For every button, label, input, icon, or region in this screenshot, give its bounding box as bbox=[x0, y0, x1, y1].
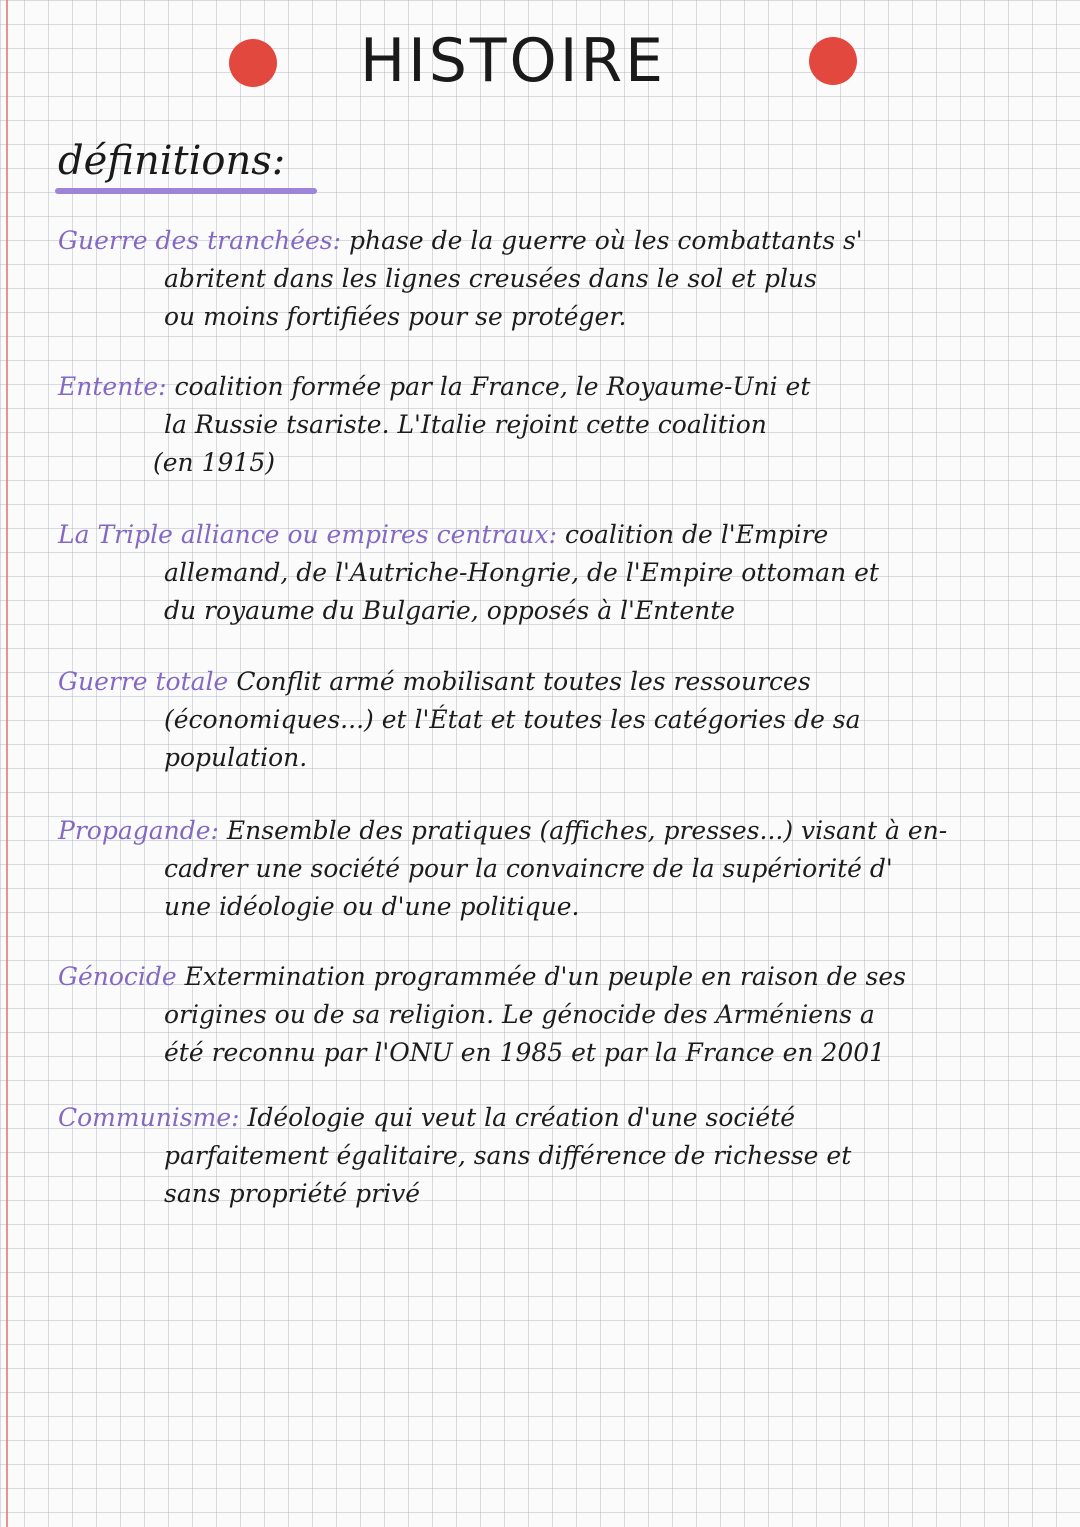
definition-text: été reconnu par l'ONU en 1985 et par la France en 2001 bbox=[164, 1038, 886, 1067]
section-heading: définitions: bbox=[58, 138, 286, 184]
definition-text: Idéologie qui veut la création d'une société bbox=[247, 1103, 796, 1132]
definition-text: coalition de l'Empire bbox=[564, 520, 829, 549]
definition-first-line bbox=[58, 368, 1048, 406]
definition-text: (en 1915) bbox=[153, 448, 275, 477]
definition-genocide bbox=[58, 958, 1048, 1072]
definition-first-line bbox=[58, 222, 1048, 260]
definition-communisme bbox=[58, 1099, 1048, 1213]
definition-text: (économiques...) et l'État et toutes les catégories de sa bbox=[164, 705, 861, 734]
definition-guerre-des-tranchees bbox=[58, 222, 1048, 336]
definition-entente bbox=[58, 368, 1048, 482]
definition-term: La Triple alliance ou empires centraux: bbox=[58, 520, 557, 549]
definition-text: du royaume du Bulgarie, opposés à l'Entente bbox=[164, 596, 736, 625]
definition-text: population. bbox=[164, 743, 308, 772]
definition-term: Génocide bbox=[58, 962, 177, 991]
definition-text: Conflit armé mobilisant toutes les ressources bbox=[236, 667, 811, 696]
definition-text: ou moins fortifiées pour se protéger. bbox=[164, 302, 627, 331]
definition-propagande bbox=[58, 812, 1048, 926]
definition-text: allemand, de l'Autriche-Hongrie, de l'Empire ottoman et bbox=[164, 558, 879, 587]
definition-first-line bbox=[58, 516, 1048, 554]
definition-term: Entente: bbox=[58, 372, 167, 401]
definition-text: abritent dans les lignes creusées dans le sol et plus bbox=[164, 264, 817, 293]
definition-first-line bbox=[58, 812, 1048, 850]
definition-text: coalition formée par la France, le Royaume-Uni et bbox=[174, 372, 811, 401]
definition-text: sans propriété privé bbox=[164, 1179, 421, 1208]
definition-text: origines ou de sa religion. Le génocide des Arméniens a bbox=[164, 1000, 875, 1029]
heading-highlight-underline bbox=[55, 188, 317, 194]
definition-text: phase de la guerre où les combattants s' bbox=[349, 226, 863, 255]
definition-text: parfaitement égalitaire, sans différence de richesse et bbox=[164, 1141, 852, 1170]
definition-text: la Russie tsariste. L'Italie rejoint cette coalition bbox=[164, 410, 767, 439]
definition-text: cadrer une société pour la convaincre de la supériorité d' bbox=[164, 854, 893, 883]
definition-text: Ensemble des pratiques (affiches, presses...) visant à en- bbox=[226, 816, 948, 845]
definition-first-line bbox=[58, 958, 1048, 996]
notebook-margin-line bbox=[6, 0, 8, 1527]
definition-guerre-totale bbox=[58, 663, 1048, 777]
definition-first-line bbox=[58, 1099, 1048, 1137]
definition-term: Propagande: bbox=[58, 816, 219, 845]
definition-first-line bbox=[58, 663, 1048, 701]
definition-triple-alliance bbox=[58, 516, 1048, 630]
definition-term: Guerre des tranchées: bbox=[58, 226, 342, 255]
page-title: HISTOIRE bbox=[360, 26, 667, 96]
binder-hole-right bbox=[809, 37, 857, 85]
definition-text: Extermination programmée d'un peuple en raison de ses bbox=[184, 962, 906, 991]
binder-hole-left bbox=[229, 39, 277, 87]
definition-term: Communisme: bbox=[58, 1103, 240, 1132]
definition-text: une idéologie ou d'une politique. bbox=[164, 892, 580, 921]
definition-term: Guerre totale bbox=[58, 667, 229, 696]
